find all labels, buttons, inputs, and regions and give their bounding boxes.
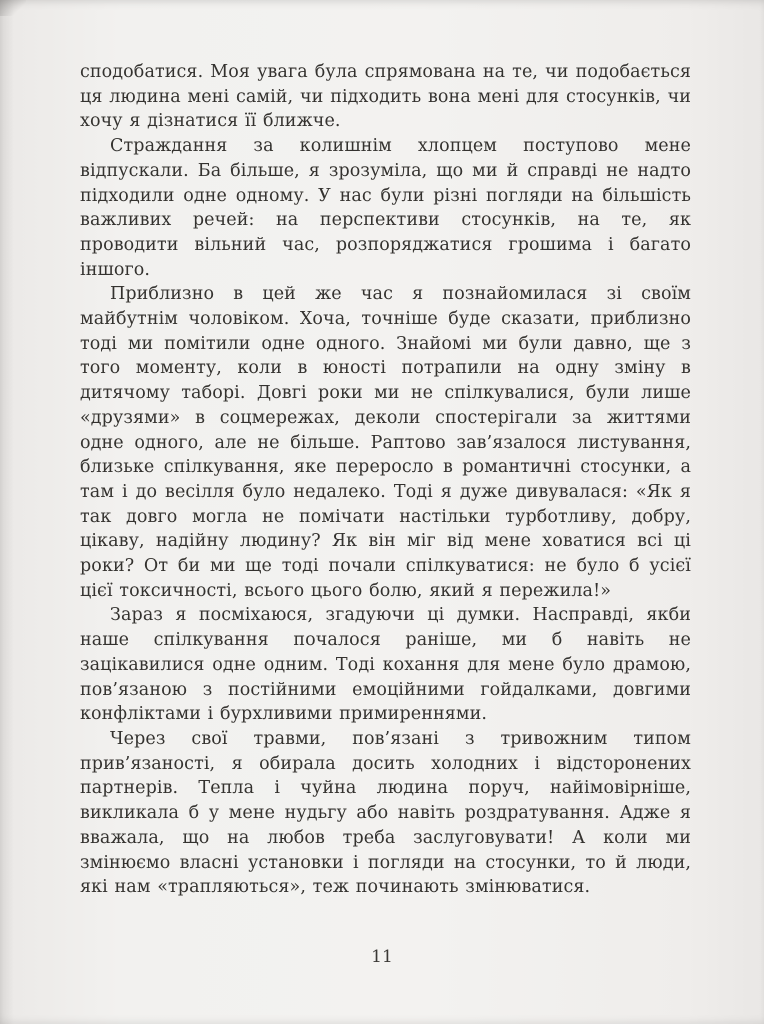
page-text-block — [80, 60, 691, 900]
paragraph: Страждання за колишнім хлопцем поступово мене відпускали. Ба більше, я зрозуміла, що ми й справді не надто підходили одне одному. У нас були різні погляди на більшість важливих речей: на перспективи стосунків, на те, як проводити вільний час, розпоряджатися грошима і багато іншого. — [80, 136, 691, 280]
paragraph: сподобатися. Моя увага була спрямована на те, чи подобається ця людина мені самій, чи підходить вона мені для стосунків, чи хочу я дізнатися її ближче. — [80, 62, 691, 132]
paragraph: Приблизно в цей же час я познайомилася зі своїм майбутнім чоловіком. Хоча, точніше буде сказати, приблизно тоді ми помітили одне одного. Знайомі ми були давно, ще з того моменту, коли в юності потрапили на одну зміну в дитячому таборі. Довгі роки ми не спілкувалися, були лише «друзями» в соцмережах, деколи спостерігали за життями одне одного, але не більше. Раптово зав’язалося листування, близьке спілкування, яке переросло в романтичні стосунки, а там і до весілля було недалеко. Тоді я дуже дивувалася: «Як я так довго могла не помічати настільки турботливу, добру, цікаву, надійну людину? Як він міг від мене ховатися всі ці роки? От би ми ще тоді почали спілкуватися: не було б усієї цієї токсичності, всього цього болю, який я пережила!» — [80, 284, 691, 601]
page-number: 11 — [371, 947, 393, 967]
paragraph: Через свої травми, пов’язані з тривожним типом прив’язаності, я обирала досить холодних і відсторонених партнерів. Тепла і чуйна людина поруч, найімовірніше, викликала б у мене нудьгу або навіть роздратування. Адже я вважала, що на любов треба заслуговувати! А коли ми змінюємо власні установки і погляди на стосунки, то й люди, які нам «трапляються», теж починають змінюватися. — [80, 728, 691, 898]
page-corner-shadow — [0, 0, 26, 16]
paragraph: Зараз я посміхаюся, згадуючи ці думки. Насправді, якби наше спілкування почалося раніше, ми б навіть не зацікавилися одне одним. Тоді кохання для мене було драмою, пов’язаною з постійними емоційними гойдалками, довгими конфліктами і бурхливими примиреннями. — [80, 605, 691, 725]
